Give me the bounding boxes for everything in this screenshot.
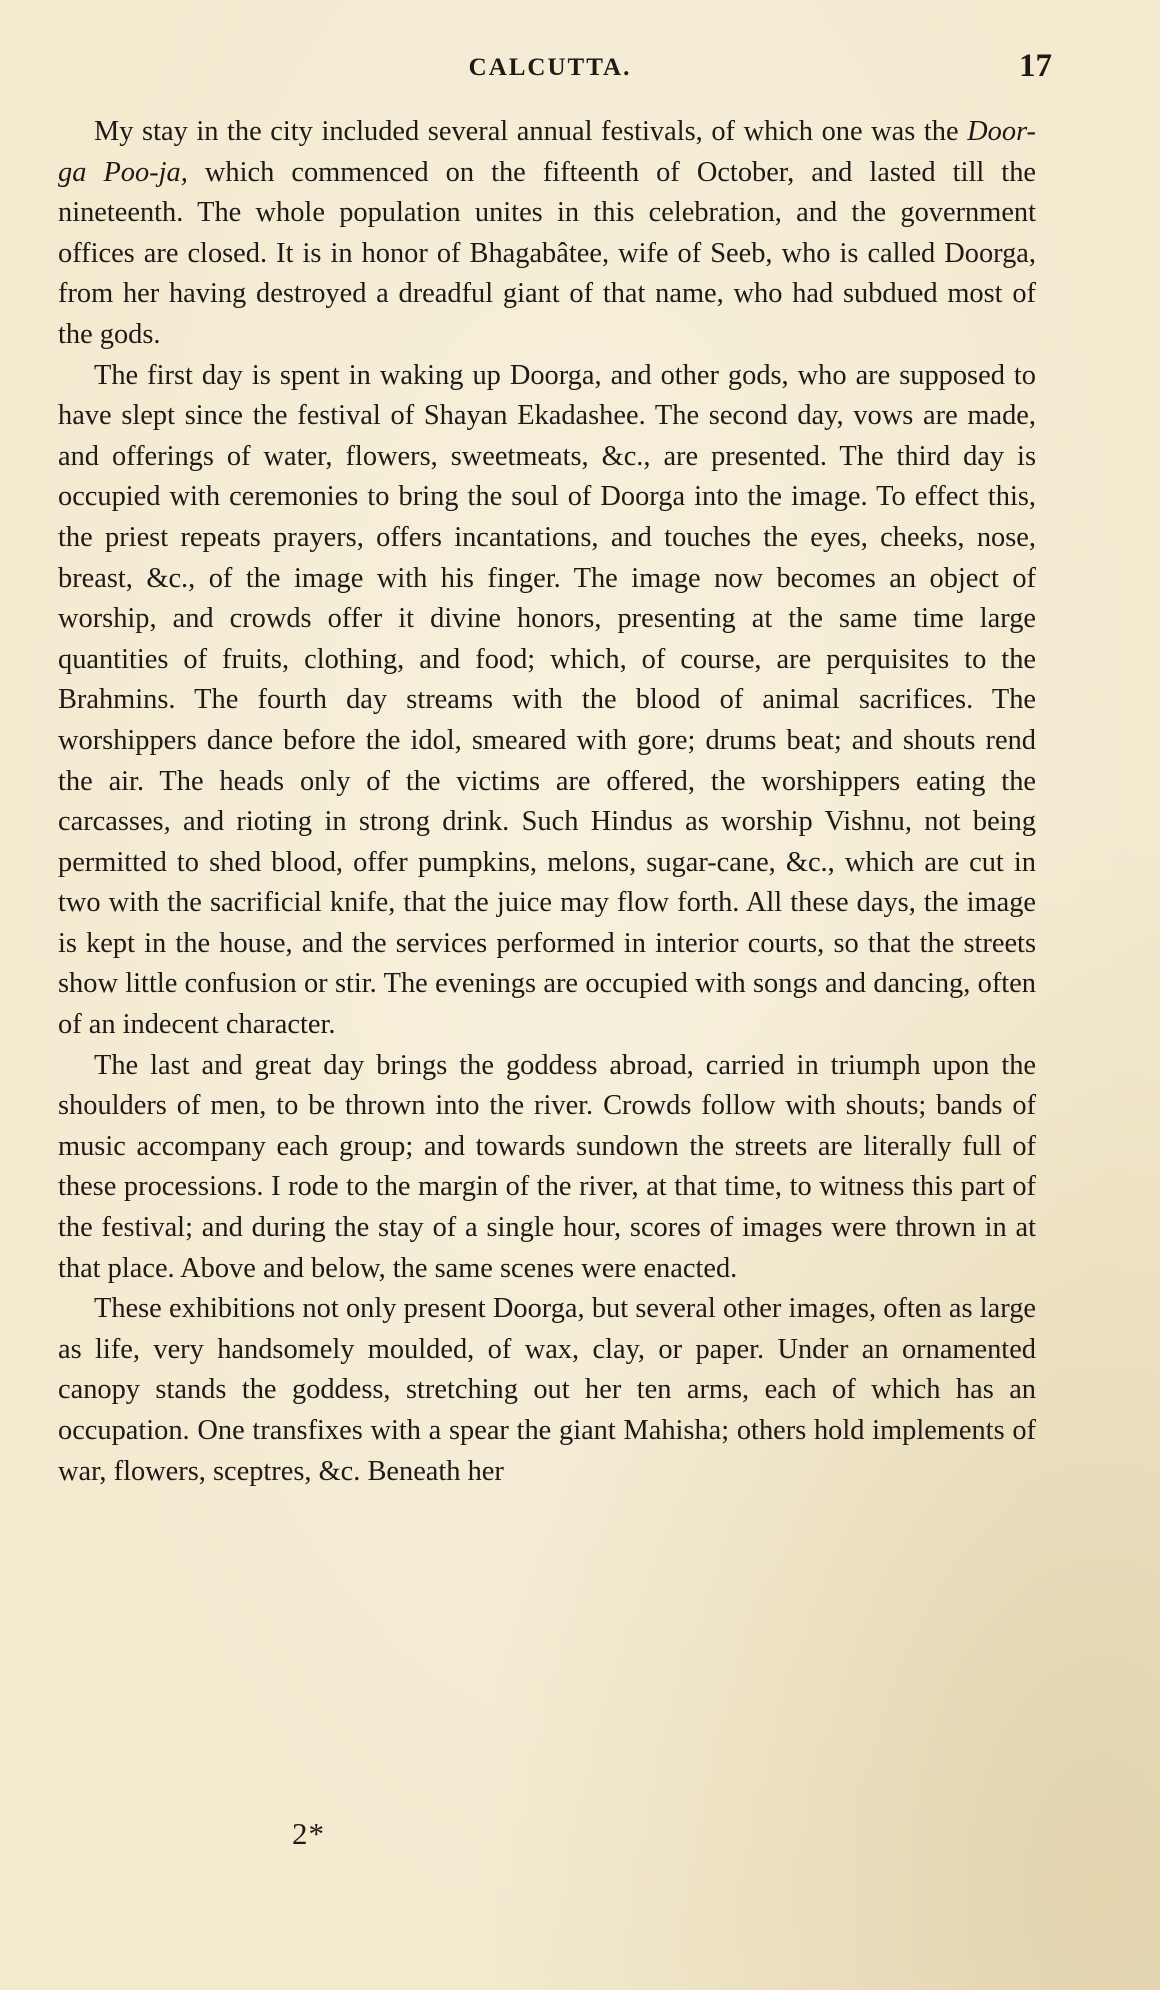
paragraph-1-text-start: My stay in the city included several annual festivals, of which one was the: [94, 116, 968, 147]
paragraph-3: The last and great day brings the goddess abroad, carried in triumph upon the shoulders of men, to be thrown into the river. Crowds follow with shouts; bands of music accompany each group; and towards sundown the streets are literally full of these processions. I rode to the margin of the river, at that time, to witness this part of the festival; and during the stay of a single hour, scores of images were thrown in at that place. Above and below, the same scenes were enacted.: [58, 1049, 1036, 1284]
paragraph-2: The first day is spent in waking up Doorga, and other gods, who are supposed to have slept since the festival of Shayan Ekadashee. The second day, vows are made, and offerings of water, flowers, sweetmeats, &c., are presented. The third day is occupied with ceremonies to bring the soul of Doorga into the image. To effect this, the priest repeats prayers, offers incantations, and touches the eyes, cheeks, nose, breast, &c., of the image with his finger. The image now becomes an object of worship, and crowds offer it divine honors, presenting at the same time large quantities of fruits, clothing, and food; which, of course, are perquisites to the Brahmins. The fourth day streams with the blood of animal sacrifices. The worshippers dance before the idol, smeared with gore; drums beat; and shouts rend the air. The heads only of the victims are offered, the worshippers eating the carcasses, and rioting in strong drink. Such Hindus as worship Vishnu, not being permitted to shed blood, offer pumpkins, melons, sugar-cane, &c., which are cut in two with the sacrificial knife, that the juice may flow forth. All these days, the image is kept in the house, and the services performed in interior courts, so that the streets show little confusion or stir. The evenings are occupied with songs and dancing, often of an indecent character.: [58, 359, 1036, 1041]
paragraph-1: [58, 112, 1036, 356]
running-title: CALCUTTA.: [468, 54, 632, 81]
paragraph-4: These exhibitions not only present Doorga, but several other images, often as large as life, very handsomely moulded, of wax, clay, or paper. Under an ornamented canopy stands the goddess, stretching out her ten arms, each of which has an occupation. One transfixes with a spear the giant Mahisha; others hold implements of war, flowers, sceptres, &c. Beneath her: [58, 1293, 1036, 1487]
body-text: [58, 112, 1036, 1492]
running-head: [60, 48, 1052, 92]
page-number: 17: [1019, 48, 1052, 84]
signature-mark: 2*: [292, 1816, 325, 1851]
festival-name-italic: Door-ga Poo-ja,: [58, 116, 1036, 188]
paragraph-1-text-end: which commenced on the fifteenth of October, and lasted till the nineteenth. The whole population unites in this celebration, and the government offices are closed. It is in honor of Bhagabâtee, wife of Seeb, who is called Doorga, from her having destroyed a dreadful giant of that name, who had subdued most of the gods.: [58, 156, 1036, 350]
